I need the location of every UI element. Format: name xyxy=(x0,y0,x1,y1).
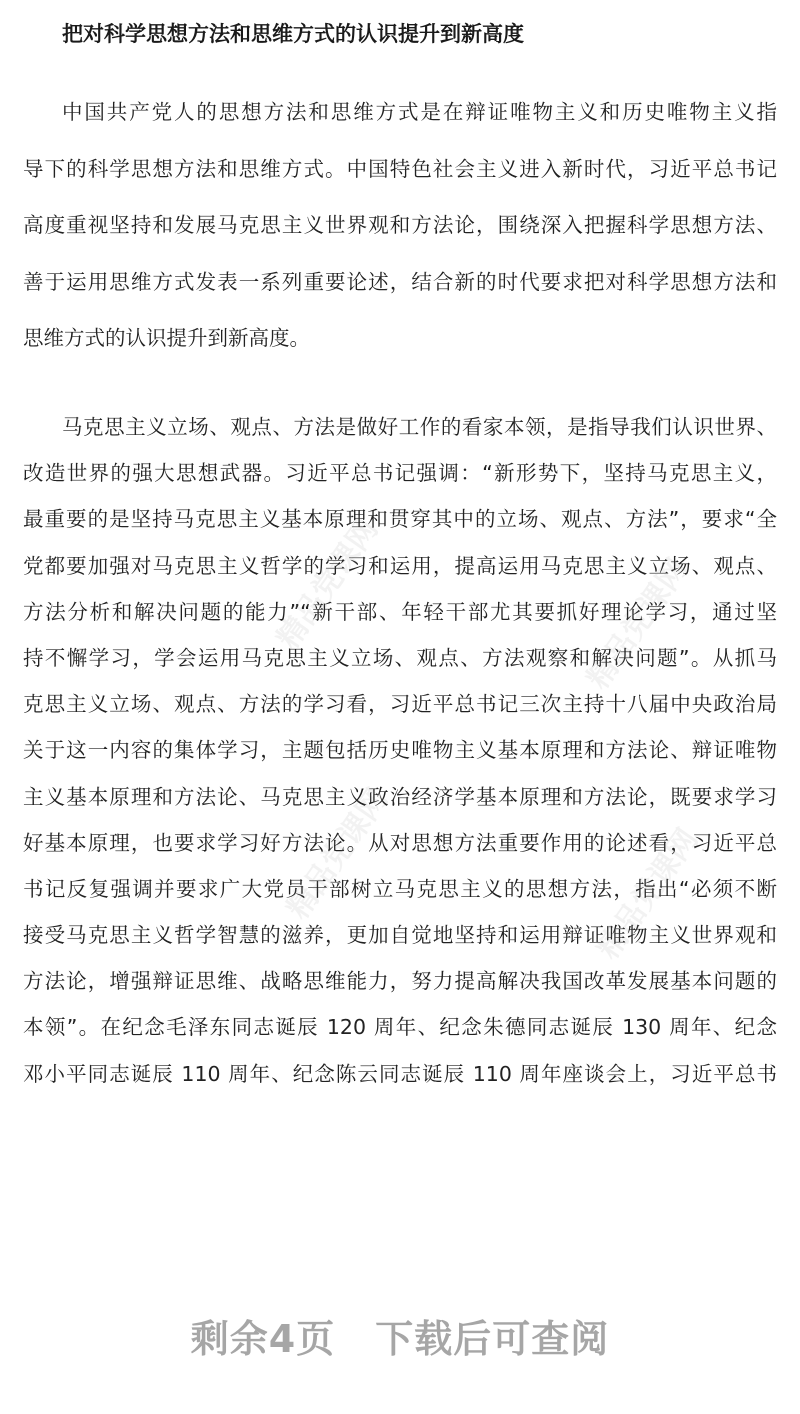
text-line: 书记反复强调并要求广大党员干部树立马克思主义的思想方法，指出“必须不断 xyxy=(23,876,777,901)
text-line: 方法论，增强辩证思维、战略思维能力，努力提高解决我国改革发展基本问题的 xyxy=(23,969,777,994)
watermark: 精品党课网 xyxy=(580,552,696,696)
paragraph-1 xyxy=(23,97,777,380)
text-line: 主义基本原理和方法论、马克思主义政治经济学基本原理和方法论，既要求学习 xyxy=(23,784,777,809)
text-line: 中国共产党人的思想方法和思维方式是在辩证唯物主义和历史唯物主义指 xyxy=(62,100,777,124)
text-line: 马克思主义立场、观点、方法是做好工作的看家本领，是指导我们认识世界、 xyxy=(62,415,777,439)
text-line: 好基本原理，也要求学习好方法论。从对思想方法重要作用的论述看，习近平总 xyxy=(23,830,777,855)
text-line: 思维方式的认识提升到新高度。 xyxy=(23,326,310,350)
download-prompt[interactable] xyxy=(0,1308,800,1363)
remaining-pages-label: 剩余4页 xyxy=(190,1317,336,1361)
text-line: 邓小平同志诞辰 110 周年、纪念陈云同志诞辰 110 周年座谈会上，习近平总书 xyxy=(23,1061,777,1086)
text-line: 持不懈学习，学会运用马克思主义立场、观点、方法观察和解决问题”。从抓马 xyxy=(23,645,777,670)
text-line: 改造世界的强大思想武器。习近平总书记强调：“新形势下，坚持马克思主义， xyxy=(23,461,777,486)
document-title: 把对科学思想方法和思维方式的认识提升到新高度 xyxy=(62,22,524,46)
watermark: 精品党课网 xyxy=(270,512,386,656)
text-line: 接受马克思主义哲学智慧的滋养，更加自觉地坚持和运用辩证唯物主义世界观和 xyxy=(23,923,777,948)
download-to-read-label: 下载后可查阅 xyxy=(375,1317,610,1361)
text-line: 方法分析和解决问题的能力”“新干部、年轻干部尤其要抓好理论学习，通过坚 xyxy=(23,599,777,624)
text-line: 克思主义立场、观点、方法的学习看，习近平总书记三次主持十八届中央政治局 xyxy=(23,692,777,717)
text-line: 本领”。在纪念毛泽东同志诞辰 120 周年、纪念朱德同志诞辰 130 周年、纪念 xyxy=(23,1015,777,1040)
text-line: 善于运用思维方式发表一系列重要论述，结合新的时代要求把对科学思想方法和 xyxy=(23,269,777,294)
text-line: 最重要的是坚持马克思主义基本原理和贯穿其中的立场、观点、方法”，要求“全 xyxy=(23,507,777,532)
watermark: 精品党课网 xyxy=(280,782,396,926)
text-line: 关于这一内容的集体学习，主题包括历史唯物主义基本原理和方法论、辩证唯物 xyxy=(23,738,777,763)
paragraph-2 xyxy=(23,412,777,1105)
watermark: 精品党课网 xyxy=(590,822,706,966)
text-line: 导下的科学思想方法和思维方式。中国特色社会主义进入新时代，习近平总书记 xyxy=(23,156,777,181)
text-line: 党都要加强对马克思主义哲学的学习和运用，提高运用马克思主义立场、观点、 xyxy=(23,553,777,578)
text-line: 高度重视坚持和发展马克思主义世界观和方法论，围绕深入把握科学思想方法、 xyxy=(23,213,777,237)
